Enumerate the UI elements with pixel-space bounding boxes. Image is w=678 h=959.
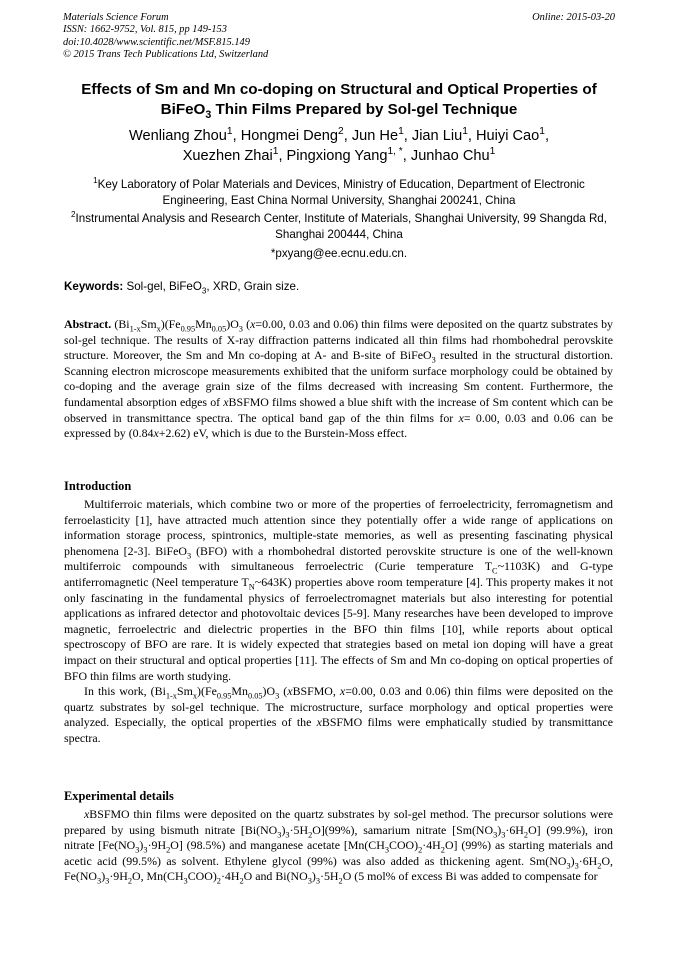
journal-doi: doi:10.4028/www.scientific.net/MSF.815.149 — [63, 36, 250, 48]
author-line-1: Wenliang Zhou$^1$, Hongmei Deng$^2$, Jun He$^1$, Jian Liu$^1$, Huiyi Cao$^1$, — [128, 126, 550, 144]
journal-name: Materials Science Forum — [63, 12, 169, 23]
affiliation-1: $^1$Key Laboratory of Polar Materials and Devices, Ministry of Education, Department of Electronic Engineering, East China Normal University, Shanghai 200241, China — [93, 176, 585, 207]
corresponding-email: *pxyang@ee.ecnu.edu.cn. — [270, 247, 408, 260]
author-name: Pingxiong Yang — [286, 148, 388, 164]
author-name: Xuezhen Zhai — [182, 148, 273, 164]
author-name: Jun He — [351, 128, 399, 144]
abstract-label: Abstract. — [64, 317, 112, 331]
author-name: Jian Liu — [411, 128, 463, 144]
keywords: Keywords: Sol-gel, BiFeO$_3$, XRD, Grain size. — [64, 280, 300, 296]
author-name: Hongmei Deng — [240, 128, 339, 144]
journal-copyright: © 2015 Trans Tech Publications Ltd, Switzerland — [63, 48, 269, 60]
author-name: Junhao Chu — [410, 148, 490, 164]
keywords-label: Keywords: — [64, 280, 124, 293]
online-date: Online: 2015-03-20 — [532, 12, 615, 23]
author-name: Huiyi Cao — [476, 128, 540, 144]
author-name: Wenliang Zhou — [128, 128, 227, 144]
journal-issn: ISSN: 1662-9752, Vol. 815, pp 149-153 — [63, 24, 227, 36]
author-list — [40, 126, 638, 166]
experimental-body: xBSFMO thin films were deposited on the quartz substrates by sol-gel method. The precursor solutions were prepared by using bismuth nitrate $[Bi(NO_3)_3\cdot 5H_2O](99\%)$, samarium nitrate $[Sm(NO_3)_3\cdot 6H_2O]$ (99.9%), iron nitrate $[Fe(NO_3)_3\cdot 9H_2O]$ (98.5%) and manganese acetate $[Mn(CH_3COO)_2\cdot 4H_2O]$ (99%) as starting materials and acetic acid (99.5%) as solvent. Ethylene glycol (99%) was also added as thickening agent. $Sm(NO_3)_3\cdot 6H_2O$, $Fe(NO_3)_3\cdot 9H_2O$, $Mn(CH_3COO)_2\cdot 4H_2O$ and $Bi(NO_3)_3\cdot 5H_2O$ (5 mol% of excess Bi was added to compensate for — [64, 807, 613, 886]
abstract: Abstract. $(Bi_{1-x}Sm_x)(Fe_{0.95}Mn_{0.05})O_3$ (x=0.00, 0.03 and 0.06) thin films were deposited on the quartz substrates by sol-gel technique. The results of X-ray diffraction patterns indicated all thin films had rhombohedral perovskite structure. Moreover, the Sm and Mn co-doping at A- and B-site of BiFeO$_3$ resulted in the structural distortion. Scanning electron microscope measurements exhibited that the uniform surface morphology could be obtained by co-doping and the average grain size of the films decreased with increasing Sm content. Furthermore, the fundamental absorption edges of xBSFMO films showed a blue shift with the increase of Sm content which can be observed in transmittance spectra. The optical band gap of the thin films for x= 0.00, 0.03 and 0.06 can be expressed by (0.84x+2.62) eV, which is due to the Burstein-Moss effect. — [64, 317, 614, 441]
author-line-2: Xuezhen Zhai$^1$, Pingxiong Yang$^{1, *}$, Junhao Chu$^1$ — [182, 146, 496, 164]
introduction-heading: Introduction — [64, 479, 132, 493]
title-line-1: Effects of Sm and Mn co-doping on Structural and Optical Properties of — [81, 81, 597, 98]
journal-info — [63, 12, 268, 61]
paper-title — [40, 80, 638, 120]
affiliation-2: $^2$Instrumental Analysis and Research Center, Institute of Materials, Shanghai University, 99 Shangda Rd, Shanghai 200444, China — [71, 210, 607, 241]
experimental-heading: Experimental details — [64, 789, 174, 803]
title-line-2: BiFeO$_3$ Thin Films Prepared by Sol-gel Technique — [160, 101, 518, 122]
introduction-body: Multiferroic materials, which combine two or more of the properties of ferroelectricity, ferromagnetism and ferroelasticity [1], have attracted much attention since they potentially offer a wide range of applications on information storage process, spintronics, multiple-state memories, as well as presenting fascinating physical phenomena [2-3]. BiFeO$_3$ (BFO) with a rhombohedral distorted perovskite structure is one of the well-known multiferroic compounds with simultaneous ferroelectric (Curie temperature $T_C\sim 1103K$) and G-type antiferromagnetic (Neel temperature $T_N\sim 643K$) properties above room temperature [4]. This property makes it not only fascinating in the fundamental physics of ferroelectromagnet materials but also interesting for potential applications as infrared detector and photovoltaic devices [5-9]. Many researches have been developed to improve magnetic, ferroelectric and dielectric properties in the BFO thin films [10], while reports about optical spectroscopy of BFO are rare. It is widely expected that strategies based on metal ion doping will have a great impact on their structural and optical properties [11]. The effects of Sm and Mn co-doping on optical properties of BFO thin films are worth studying. In this work, $(Bi_{1-x}Sm_x)(Fe_{0.95}Mn_{0.05})O_3$ (xBSFMO, x=0.00, 0.03 and 0.06) thin films were deposited on the quartz substrates by sol-gel technique. The microstructure, surface morphology and optical properties were analyzed. Especially, the optical properties of the xBSFMO films were emphatically studied by transmittance spectra. — [64, 497, 614, 745]
journal-header — [63, 12, 615, 61]
